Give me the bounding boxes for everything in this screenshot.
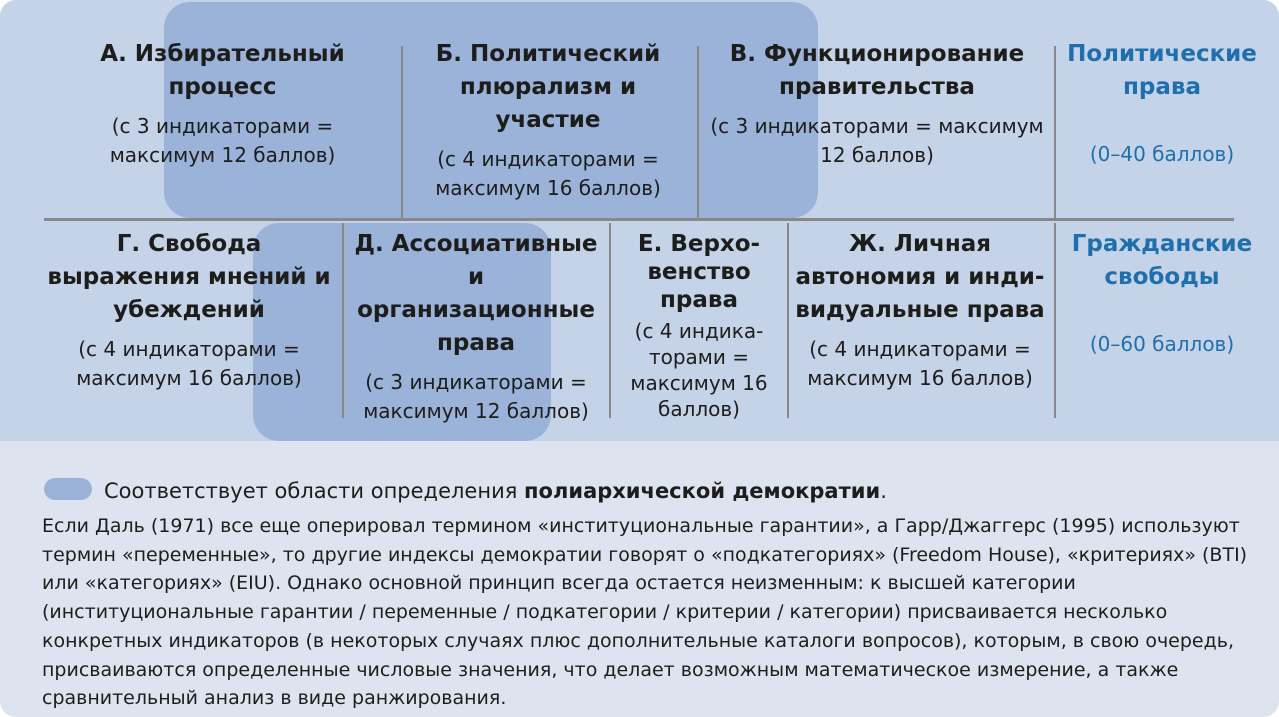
political-rights bbox=[1064, 38, 1260, 169]
legend-emphasis: полиархической демократии bbox=[524, 479, 881, 503]
legend-label: Соответствует области определения bbox=[104, 479, 525, 503]
category-g-title: Г. Свобода выражения мнений и убеждений bbox=[47, 231, 331, 323]
civil-liberties bbox=[1064, 228, 1260, 359]
category-d-title: Д. Ассоциативные и организационные права bbox=[354, 231, 598, 356]
category-e-title: Е. Верхо-венство права bbox=[637, 231, 761, 313]
civil-liberties-points: (0–60 баллов) bbox=[1089, 332, 1235, 356]
category-g-subtitle: (с 4 индикаторами = максимум 16 баллов) bbox=[76, 337, 302, 390]
category-e bbox=[614, 230, 784, 422]
category-zh-title: Ж. Личная автономия и инди-видуальные права bbox=[795, 231, 1045, 323]
divider-a-b bbox=[401, 46, 403, 218]
category-zh-subtitle: (с 4 индикаторами = максимум 16 баллов) bbox=[807, 337, 1033, 390]
category-c-title: В. Функционирование правительства bbox=[729, 41, 1025, 100]
political-rights-title: Политические права bbox=[1067, 41, 1257, 100]
category-a bbox=[60, 38, 385, 170]
category-c-subtitle: (с 3 индикаторами = максимум 12 баллов) bbox=[710, 114, 1044, 167]
divider-e-zh bbox=[787, 223, 789, 418]
category-a-subtitle: (с 3 индикаторами = максимум 12 баллов) bbox=[109, 114, 336, 167]
category-d bbox=[346, 228, 606, 426]
divider-zh-civil bbox=[1054, 223, 1056, 418]
legend-swatch bbox=[44, 478, 92, 500]
divider-c-political bbox=[1054, 46, 1056, 218]
category-e-subtitle: (с 4 индика-торами = максимум 16 баллов) bbox=[630, 319, 768, 421]
divider-b-c bbox=[697, 46, 699, 218]
divider-g-d bbox=[342, 223, 344, 418]
political-rights-points: (0–40 баллов) bbox=[1089, 142, 1235, 166]
row-divider bbox=[44, 218, 1234, 221]
category-b-subtitle: (с 4 индикаторами = максимум 16 баллов) bbox=[435, 147, 661, 200]
category-c bbox=[702, 38, 1052, 170]
legend-text bbox=[104, 477, 887, 505]
divider-d-e bbox=[609, 223, 611, 418]
category-d-subtitle: (с 3 индикаторами = максимум 12 баллов) bbox=[363, 370, 589, 423]
category-zh bbox=[791, 228, 1049, 393]
category-b bbox=[405, 38, 691, 203]
category-g bbox=[44, 228, 334, 393]
civil-liberties-title: Гражданские свободы bbox=[1071, 231, 1253, 290]
category-b-title: Б. Политический плюрализм и участие bbox=[435, 41, 661, 133]
category-a-title: А. Избирательный процесс bbox=[100, 41, 345, 100]
explanatory-note: Если Даль (1971) все еще оперировал термином «институциональные гарантии», а Гарр/Джаггерс (1995) используют термин «переменные», то другие индексы демократии говорят о «подкатегориях» (Freedom House), «критериях» (BTI) или «категориях» (EIU). Однако основной принцип всегда остается неизменным: к высшей категории (институциональные гарантии / переменные / подкатегории / критерии / категории) присваивается несколько конкретных индикаторов (в некоторых случаях плюс дополнительные каталоги вопросов), которым, в свою очередь, присваиваются определенные числовые значения, что делает возможным математическое измерение, а также сравнительный анализ в виде ранжирования. bbox=[42, 515, 1248, 710]
legend-end: . bbox=[880, 479, 887, 503]
